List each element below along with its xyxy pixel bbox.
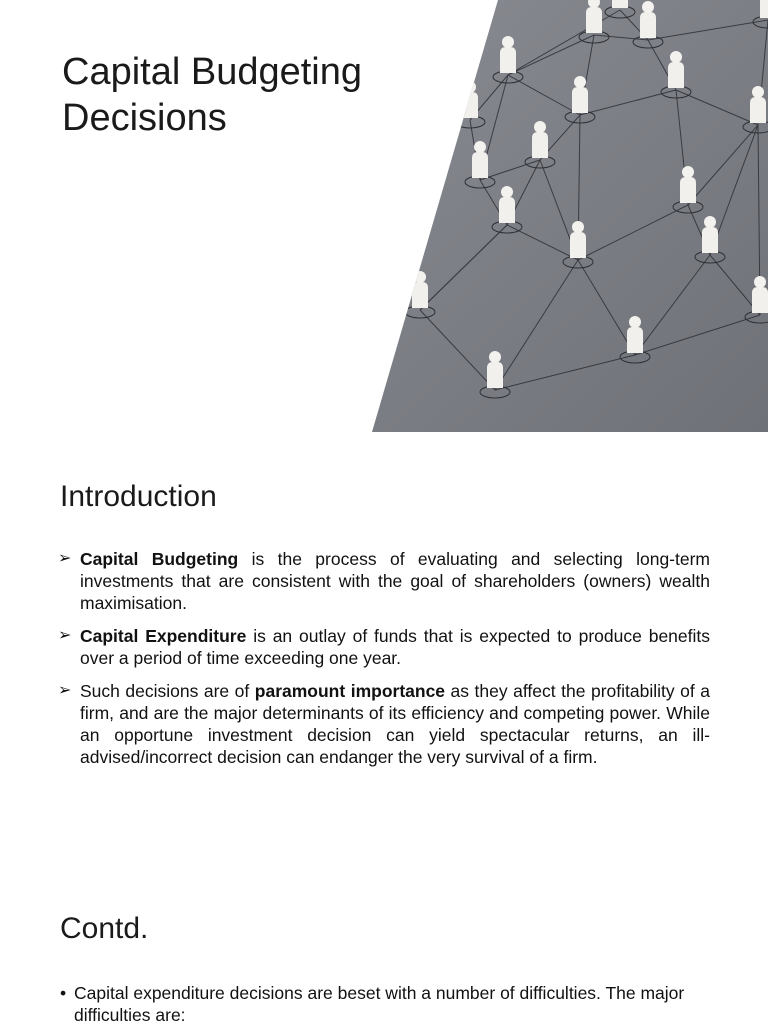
page-title: Capital Budgeting Decisions xyxy=(62,51,362,139)
arrow-bullet-icon: ➢ xyxy=(58,682,72,699)
bullet-list xyxy=(60,982,740,1024)
bullet-text: Such decisions are of xyxy=(80,681,255,701)
list-item xyxy=(58,548,710,614)
list-item xyxy=(58,680,710,768)
bullet-text: is an outlay of funds that is expected to produce benefits over a period of time exceeding one year. xyxy=(80,626,710,668)
bullet-text: Capital expenditure decisions are beset with a number of difficulties. The major difficulties are: xyxy=(74,983,685,1024)
dot-bullet-icon: • xyxy=(60,983,67,1003)
arrow-bullet-icon: ➢ xyxy=(58,627,72,644)
list-item xyxy=(60,982,740,1024)
bold-term: Capital Budgeting xyxy=(80,549,239,569)
contd-slide xyxy=(0,864,768,1024)
section-heading: Introduction xyxy=(60,480,217,513)
arrow-bullet-icon: ➢ xyxy=(58,550,72,567)
bullet-text: as they affect the profitability of a firm, and are the major determinants of its efficiency and competing power. While an opportune investment decision can yield spectacular returns, an ill-advised/incorrect decision can endanger the very survival of a firm. xyxy=(80,681,710,767)
list-item xyxy=(58,625,710,669)
bullet-text: is the process of evaluating and selecting long-term investments that are consistent with the goal of shareholders (owners) wealth maximisation. xyxy=(80,549,711,613)
section-heading: Contd. xyxy=(60,912,149,945)
bold-term: paramount importance xyxy=(254,681,446,701)
bullet-list xyxy=(58,548,710,779)
bold-term: Capital Expenditure xyxy=(80,626,247,646)
title-slide xyxy=(0,0,768,432)
introduction-slide xyxy=(0,432,768,864)
